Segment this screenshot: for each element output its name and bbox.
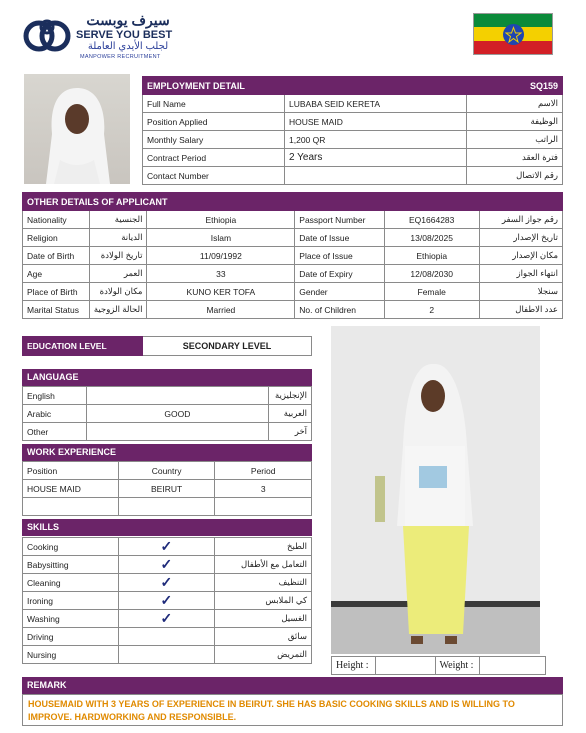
od-ar-label: مكان الولادة [89,283,147,301]
work-header: Position [23,462,119,480]
check-icon: ✓ [118,574,214,592]
od-label: Age [23,265,90,283]
check-icon: ✓ [118,556,214,574]
ar-salary: الراتب [467,131,563,149]
od-label: Date of Birth [23,247,90,265]
od-ar-label: رقم جواز السفر [479,211,562,229]
height-value [375,657,435,675]
remark-title: REMARK [22,677,563,694]
od-ar-label: الحالة الزوجية [89,301,147,319]
skill-ar-label: التنظيف [215,574,312,592]
height-label: Height : [332,657,376,675]
work-cell [23,498,119,516]
skill-label: Ironing [23,592,119,610]
lang-ar-label: آخر [269,423,312,441]
company-logo [22,12,182,62]
lang-ar-label: الإنجليزية [269,387,312,405]
language-title: LANGUAGE [22,369,312,386]
applicant-portrait-photo [24,74,130,184]
od-value: 11/09/1992 [147,247,295,265]
lang-value: GOOD [86,405,268,423]
od-value: 33 [147,265,295,283]
work-experience-table [22,461,312,516]
lang-label: English [23,387,87,405]
work-cell: HOUSE MAID [23,480,119,498]
work-header: Period [215,462,312,480]
skills-table [22,537,312,664]
measurements-table [331,656,546,675]
od-label: Date of Issue [295,229,385,247]
od-ar-label: مكان الإصدار [479,247,562,265]
od-label: Marital Status [23,301,90,319]
work-cell: 3 [215,480,312,498]
label-full-name: Full Name [143,95,285,113]
od-label: Place of Birth [23,283,90,301]
value-full-name: LUBABA SEID KERETA [285,95,467,113]
skill-ar-label: كي الملابس [215,592,312,610]
check-icon [118,628,214,646]
od-value: Islam [147,229,295,247]
skill-label: Cooking [23,538,119,556]
skill-label: Driving [23,628,119,646]
skill-label: Cleaning [23,574,119,592]
od-value: Married [147,301,295,319]
od-ar-label: الديانة [89,229,147,247]
value-position: HOUSE MAID [285,113,467,131]
work-cell: BEIRUT [118,480,215,498]
weight-value [479,657,546,675]
od-value: 13/08/2025 [384,229,479,247]
od-label: Nationality [23,211,90,229]
od-label: Date of Expiry [295,265,385,283]
check-icon: ✓ [118,538,214,556]
logo-arabic-sub: لجلب الأيدي العاملة [87,41,169,52]
other-details-title: OTHER DETAILS OF APPLICANT [23,193,563,211]
ar-contract: فترة العقد [467,149,563,167]
od-value: EQ1664283 [384,211,479,229]
od-label: Place of Issue [295,247,385,265]
logo-rings-icon [22,14,72,58]
skill-ar-label: الغسيل [215,610,312,628]
work-cell [215,498,312,516]
skill-ar-label: الطبخ [215,538,312,556]
ar-position: الوظيفة [467,113,563,131]
od-label: Gender [295,283,385,301]
label-position: Position Applied [143,113,285,131]
skill-label: Babysitting [23,556,119,574]
od-value: Ethiopia [384,247,479,265]
weight-label: Weight : [435,657,479,675]
work-header: Country [118,462,215,480]
od-ar-label: الجنسية [89,211,147,229]
od-label: No. of Children [295,301,385,319]
lang-value [86,387,268,405]
employment-detail-table [142,76,563,185]
od-value: 2 [384,301,479,319]
lang-label: Arabic [23,405,87,423]
remark-text: HOUSEMAID WITH 3 YEARS OF EXPERIENCE IN BEIRUT. SHE HAS BASIC COOKING SKILLS AND IS WILLING TO IMPROVE. HARDWORKING AND RESPONSIBLE. [22,694,563,726]
od-ar-label: انتهاء الجواز [479,265,562,283]
label-contact: Contact Number [143,167,285,185]
skill-ar-label: سائق [215,628,312,646]
education-table [22,336,312,356]
od-ar-label: تاريخ الولادة [89,247,147,265]
logo-english: SERVE YOU BEST [76,29,173,41]
skills-title: SKILLS [22,519,312,536]
ar-full-name: الاسم [467,95,563,113]
od-ar-label: عدد الاطفال [479,301,562,319]
value-salary: 1,200 QR [285,131,467,149]
work-experience-title: WORK EXPERIENCE [22,444,312,461]
other-details-table [22,192,563,319]
lang-label: Other [23,423,87,441]
applicant-full-photo [331,326,540,654]
label-contract: Contract Period [143,149,285,167]
logo-tagline: MANPOWER RECRUITMENT [80,54,161,60]
check-icon: ✓ [118,592,214,610]
od-ar-label: العمر [89,265,147,283]
od-value: KUNO KER TOFA [147,283,295,301]
od-value: Ethiopia [147,211,295,229]
reference-code: SQ159 [467,77,563,95]
skill-label: Nursing [23,646,119,664]
value-contact [285,167,467,185]
logo-arabic: سيرف يوبست [86,12,170,28]
od-label: Religion [23,229,90,247]
skill-ar-label: التمريض [215,646,312,664]
check-icon [118,646,214,664]
skill-ar-label: التعامل مع الأطفال [215,556,312,574]
ar-contact: رقم الاتصال [467,167,563,185]
od-ar-label: تاريخ الإصدار [479,229,562,247]
education-label: EDUCATION LEVEL [23,337,143,356]
work-cell [118,498,215,516]
check-icon: ✓ [118,610,214,628]
od-value: Female [384,283,479,301]
language-table [22,386,312,441]
lang-ar-label: العربية [269,405,312,423]
education-value: SECONDARY LEVEL [143,337,312,356]
skill-label: Washing [23,610,119,628]
value-contract: 2 Years [285,149,467,167]
od-ar-label: سنجلا [479,283,562,301]
od-value: 12/08/2030 [384,265,479,283]
employment-title: EMPLOYMENT DETAIL [143,77,467,95]
label-salary: Monthly Salary [143,131,285,149]
ethiopia-flag-icon [473,13,553,55]
od-label: Passport Number [295,211,385,229]
lang-value [86,423,268,441]
